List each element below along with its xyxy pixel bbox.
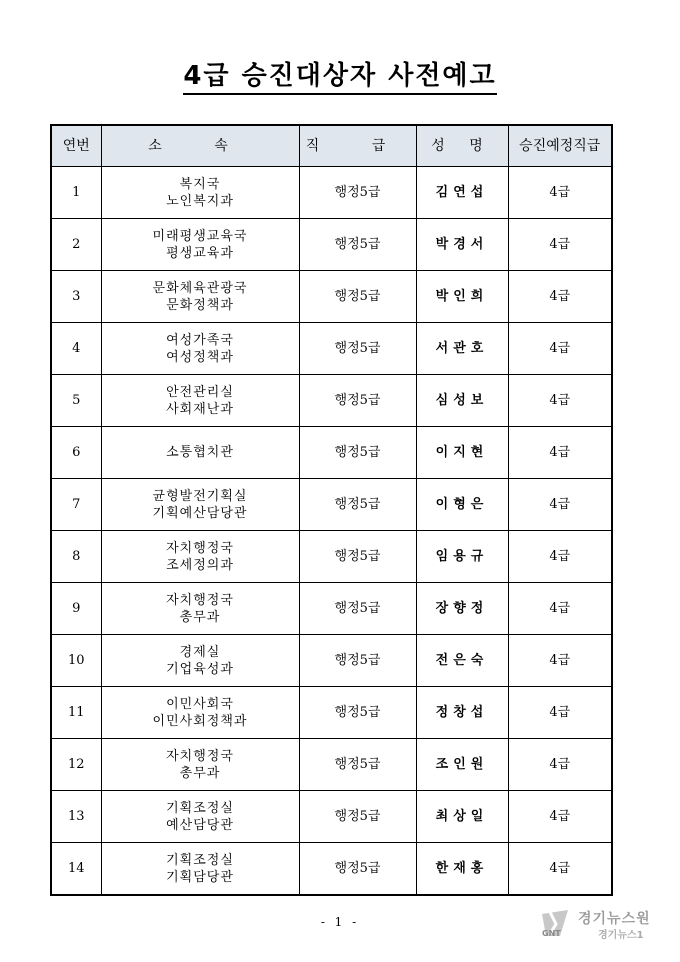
row-department: [101, 479, 299, 531]
row-number: 4: [51, 323, 101, 375]
row-department: [101, 843, 299, 896]
header-name: 성 명: [416, 125, 508, 167]
row-number: 10: [51, 635, 101, 687]
table-row: [51, 219, 612, 271]
department-division: 예산담당관: [166, 817, 234, 833]
row-department: [101, 271, 299, 323]
row-target-grade: 4급: [508, 843, 612, 896]
row-number: 1: [51, 167, 101, 219]
department-bureau: 균형발전기획실: [152, 488, 248, 504]
row-current-grade: 행정5급: [299, 479, 416, 531]
department-bureau: 이민사회국: [166, 696, 234, 712]
table-row: [51, 687, 612, 739]
row-current-grade: 행정5급: [299, 843, 416, 896]
table-row: [51, 271, 612, 323]
row-current-grade: 행정5급: [299, 219, 416, 271]
header-dept: 소 속: [101, 125, 299, 167]
row-current-grade: 행정5급: [299, 323, 416, 375]
row-number: 5: [51, 375, 101, 427]
department-bureau: 복지국: [179, 176, 221, 192]
department-division: 총무과: [179, 765, 221, 781]
row-target-grade: 4급: [508, 687, 612, 739]
watermark-sub-text: 경기뉴스1: [598, 930, 644, 941]
department-bureau: 경제실: [179, 644, 221, 660]
header-grade: 직 급: [299, 125, 416, 167]
gnt-logo-text: GNT: [542, 929, 561, 938]
row-name: 최상일: [416, 791, 508, 843]
row-department: [101, 427, 299, 479]
table-row: [51, 323, 612, 375]
row-department: [101, 583, 299, 635]
row-target-grade: 4급: [508, 167, 612, 219]
row-number: 11: [51, 687, 101, 739]
row-name: 임용규: [416, 531, 508, 583]
header-no: 연번: [51, 125, 101, 167]
row-current-grade: 행정5급: [299, 167, 416, 219]
row-number: 7: [51, 479, 101, 531]
table-row: [51, 167, 612, 219]
gnt-logo-icon: [538, 908, 576, 938]
row-target-grade: 4급: [508, 323, 612, 375]
department-division: 문화정책과: [166, 297, 234, 313]
row-department: [101, 323, 299, 375]
table-body: [51, 167, 612, 896]
row-number: 3: [51, 271, 101, 323]
department-division: 평생교육과: [166, 245, 234, 261]
row-department: [101, 219, 299, 271]
department-bureau: 자치행정국: [166, 592, 234, 608]
row-name: 박경서: [416, 219, 508, 271]
promotion-candidate-table: [50, 124, 613, 896]
row-target-grade: 4급: [508, 479, 612, 531]
table-row: [51, 375, 612, 427]
department-bureau: 안전관리실: [166, 384, 234, 400]
row-current-grade: 행정5급: [299, 271, 416, 323]
department-bureau: 자치행정국: [166, 540, 234, 556]
row-department: [101, 167, 299, 219]
department-bureau: 기획조정실: [166, 800, 234, 816]
watermark-main-text: 경기뉴스원: [578, 911, 651, 927]
row-target-grade: 4급: [508, 791, 612, 843]
department-division: 기획담당관: [166, 869, 234, 885]
department-bureau: 여성가족국: [166, 332, 234, 348]
row-name: 전은숙: [416, 635, 508, 687]
row-department: [101, 635, 299, 687]
table-row: [51, 791, 612, 843]
page-number: - 1 -: [320, 915, 360, 929]
department-bureau: 문화체육관광국: [152, 280, 248, 296]
row-number: 12: [51, 739, 101, 791]
table-row: [51, 427, 612, 479]
news-watermark: [538, 904, 678, 944]
row-name: 한재홍: [416, 843, 508, 896]
row-department: [101, 375, 299, 427]
row-target-grade: 4급: [508, 635, 612, 687]
row-department: [101, 687, 299, 739]
table-row: [51, 843, 612, 896]
row-current-grade: 행정5급: [299, 635, 416, 687]
table-header-row: [51, 125, 612, 167]
table-row: [51, 531, 612, 583]
row-name: 이지현: [416, 427, 508, 479]
row-current-grade: 행정5급: [299, 427, 416, 479]
row-name: 김연섭: [416, 167, 508, 219]
table-row: [51, 583, 612, 635]
row-department: [101, 791, 299, 843]
row-current-grade: 행정5급: [299, 583, 416, 635]
department-division: 이민사회정책과: [152, 713, 248, 729]
row-current-grade: 행정5급: [299, 375, 416, 427]
row-target-grade: 4급: [508, 375, 612, 427]
department-division: 여성정책과: [166, 349, 234, 365]
department-bureau: 소통협치관: [166, 445, 234, 460]
department-division: 노인복지과: [166, 193, 234, 209]
department-division: 기획예산담당관: [152, 505, 248, 521]
row-target-grade: 4급: [508, 739, 612, 791]
department-division: 총무과: [179, 609, 221, 625]
row-number: 2: [51, 219, 101, 271]
document-title-text: 4급 승진대상자 사전예고: [183, 61, 496, 95]
row-name: 조인원: [416, 739, 508, 791]
row-name: 장향정: [416, 583, 508, 635]
row-department: [101, 739, 299, 791]
header-target-grade: 승진예정직급: [508, 125, 612, 167]
row-number: 9: [51, 583, 101, 635]
row-department: [101, 531, 299, 583]
row-name: 심성보: [416, 375, 508, 427]
row-current-grade: 행정5급: [299, 739, 416, 791]
row-current-grade: 행정5급: [299, 687, 416, 739]
department-bureau: 미래평생교육국: [152, 228, 248, 244]
row-number: 13: [51, 791, 101, 843]
table-row: [51, 739, 612, 791]
document-title: [0, 55, 680, 92]
row-target-grade: 4급: [508, 219, 612, 271]
department-bureau: 기획조정실: [166, 852, 234, 868]
row-target-grade: 4급: [508, 427, 612, 479]
row-name: 정창섭: [416, 687, 508, 739]
department-bureau: 자치행정국: [166, 748, 234, 764]
row-number: 8: [51, 531, 101, 583]
table-row: [51, 635, 612, 687]
row-name: 이형은: [416, 479, 508, 531]
row-target-grade: 4급: [508, 271, 612, 323]
row-name: 박인희: [416, 271, 508, 323]
row-target-grade: 4급: [508, 583, 612, 635]
department-division: 사회재난과: [166, 401, 234, 417]
row-number: 14: [51, 843, 101, 896]
row-current-grade: 행정5급: [299, 791, 416, 843]
table-row: [51, 479, 612, 531]
department-division: 기업육성과: [166, 661, 234, 677]
row-name: 서관호: [416, 323, 508, 375]
row-number: 6: [51, 427, 101, 479]
row-target-grade: 4급: [508, 531, 612, 583]
row-current-grade: 행정5급: [299, 531, 416, 583]
department-division: 조세정의과: [166, 557, 234, 573]
